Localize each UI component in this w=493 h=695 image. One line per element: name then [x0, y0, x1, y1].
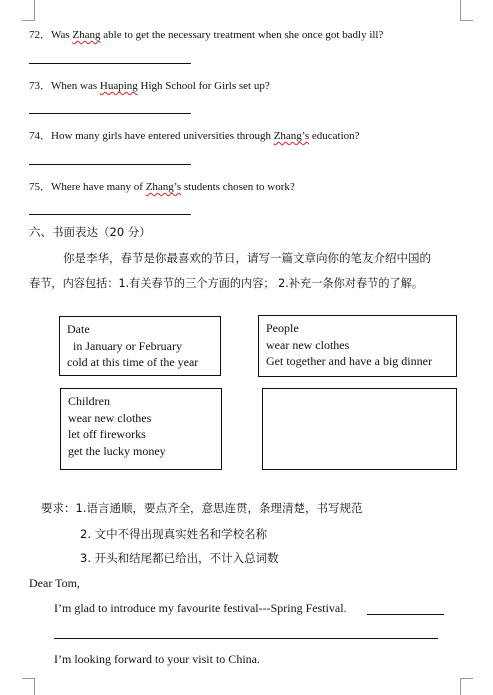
box-heading: Children — [68, 394, 110, 408]
box-children — [60, 388, 222, 470]
question-text: When was — [51, 80, 100, 92]
letter-salutation: Dear Tom, — [29, 576, 80, 590]
requirement-3: 3. 开头和结尾都已给出，不计入总词数 — [80, 551, 279, 565]
requirement-1: 要求：1.语言通顺，要点齐全，意思连贯，条理清楚，书写规范 — [41, 501, 363, 515]
answer-line-74[interactable] — [29, 164, 191, 165]
question-text: able to get the necessary treatment when she once got badly ill? — [100, 29, 384, 41]
opening-answer-line[interactable] — [367, 614, 444, 615]
question-text: High School for Girls set up? — [137, 80, 270, 92]
question-number: 74． — [29, 130, 51, 142]
question-text: How many girls have entered universities through — [51, 130, 274, 142]
question-text: students chosen to work? — [181, 181, 295, 193]
body-answer-line[interactable] — [54, 638, 438, 639]
spellcheck-word: Zhang — [72, 29, 101, 41]
box-date — [59, 316, 221, 376]
box-heading: People — [266, 321, 299, 335]
question-number: 73． — [29, 80, 51, 92]
question-number: 72． — [29, 29, 51, 41]
prompt-line-2: 春节，内容包括：1.有关春节的三个方面的内容； 2.补充一条你对春节的了解。 — [29, 277, 424, 290]
prompt-line-1: 你是李华，春节是你最喜欢的节日，请写一篇文章向你的笔友介绍中国的 — [63, 251, 431, 265]
question-text: Where have many of — [51, 181, 146, 193]
question-73 — [29, 77, 270, 93]
spellcheck-word: Zhang’s — [273, 130, 310, 142]
corner-mark-bottom-left — [22, 678, 35, 695]
spellcheck-word: Zhang’s — [145, 181, 182, 193]
question-text: education? — [309, 130, 360, 142]
box-item: wear new clothes — [266, 337, 350, 352]
question-72 — [29, 26, 383, 42]
question-text: Was — [51, 29, 73, 41]
letter-closing: I’m looking forward to your visit to China. — [54, 652, 260, 666]
corner-mark-top-left — [22, 0, 35, 21]
question-74 — [29, 127, 360, 143]
box-item: let off fireworks — [68, 427, 146, 441]
box-item: get the lucky money — [68, 443, 166, 458]
corner-mark-bottom-right — [460, 678, 473, 695]
requirement-2: 2. 文中不得出现真实姓名和学校名称 — [80, 527, 268, 541]
box-people — [258, 315, 457, 377]
box-item: wear new clothes — [68, 410, 152, 425]
box-blank[interactable] — [262, 388, 457, 470]
section-title: 六、书面表达（20 分） — [29, 225, 151, 239]
question-75 — [29, 178, 295, 194]
corner-mark-top-right — [460, 0, 473, 21]
letter-opening: I’m glad to introduce my favourite festival---Spring Festival. — [54, 601, 347, 615]
question-number: 75． — [29, 181, 51, 193]
answer-line-73[interactable] — [29, 113, 191, 114]
answer-line-75[interactable] — [29, 214, 191, 215]
box-item: cold at this time of the year — [67, 355, 199, 369]
answer-line-72[interactable] — [29, 63, 191, 64]
box-item: Get together and have a big dinner — [266, 354, 432, 368]
box-heading: Date — [67, 322, 90, 336]
spellcheck-word: Huaping — [99, 80, 138, 92]
box-item: in January or February — [67, 338, 182, 353]
